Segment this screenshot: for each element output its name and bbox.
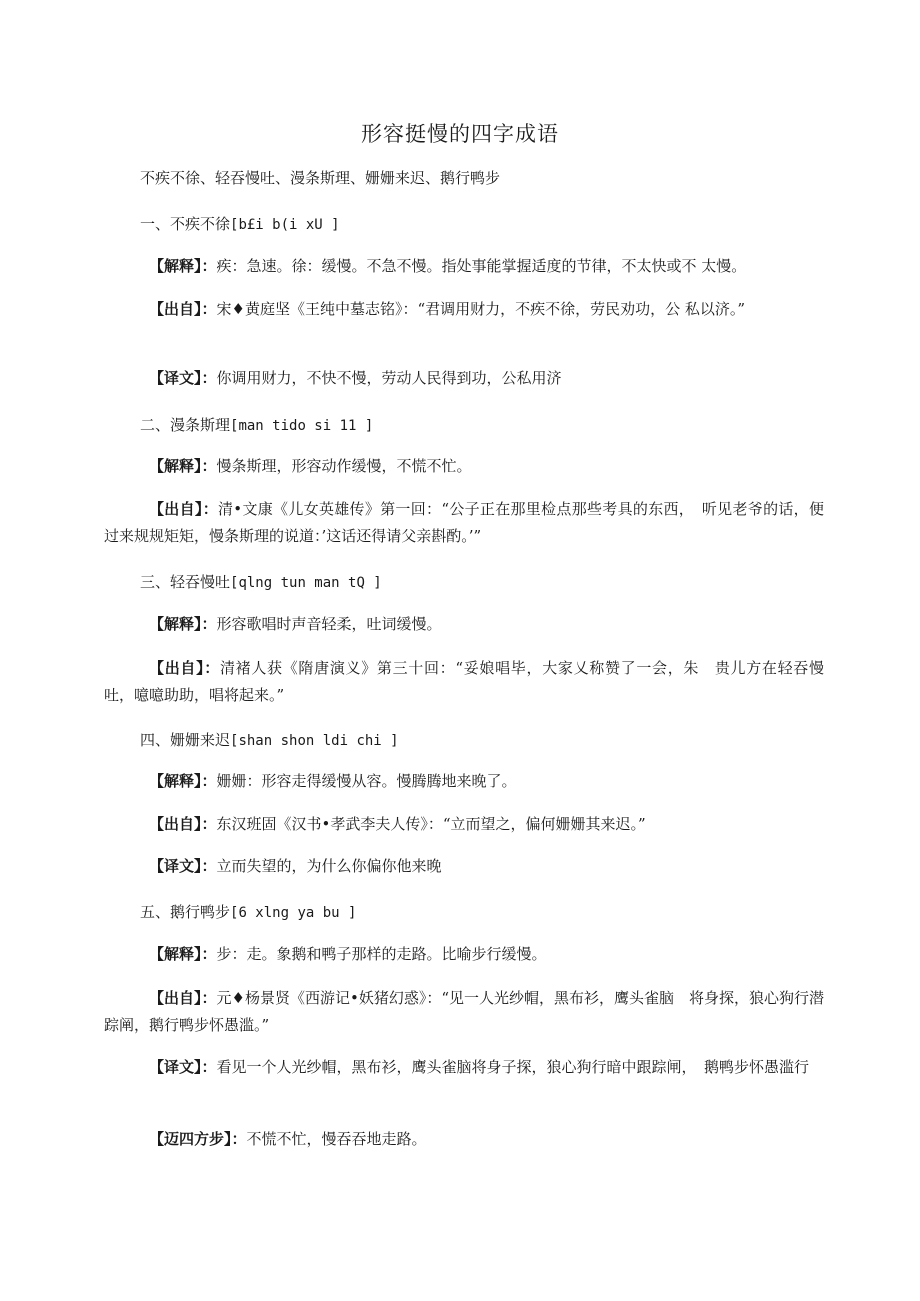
idiom-pinyin: [man tido si 11 ] [230, 418, 374, 434]
source-label: 【出自】： [149, 500, 218, 518]
explain-paragraph [104, 453, 824, 480]
explain-paragraph [104, 253, 824, 280]
source-text: 清•文康《儿女英雄传》第一回：“公子正在那里检点那些考具的东西， 听见老爷的话，便过来规规矩矩，慢条斯理的说道：’这话还得请父亲斟酌。’” [104, 500, 824, 545]
extra-paragraph [104, 1126, 824, 1153]
source-label: 【出自】： [149, 300, 217, 318]
source-paragraph [104, 655, 824, 709]
translation-text: 立而失望的，为什么你偏你他来晚 [216, 857, 442, 875]
source-label: 【出自】： [149, 815, 217, 833]
idiom-heading [140, 727, 399, 755]
source-paragraph [104, 811, 824, 838]
translation-text: 看见一个人光纱帽，黑布衫，鹰头雀脑将身子探，狼心狗行暗中跟踪闸， 鹅鸭步怀愚滥行 [216, 1058, 810, 1076]
explain-text: 姗姗：形容走得缓慢从容。慢腾腾地来晚了。 [216, 772, 517, 790]
explain-text: 步：走。象鹅和鸭子那样的走路。比喻步行缓慢。 [216, 945, 547, 963]
explain-text: 疾：急速。徐：缓慢。不急不慢。指处事能掌握适度的节律，不太快或不 太慢。 [216, 257, 747, 275]
explain-label: 【解释】： [149, 945, 217, 963]
explain-label: 【解释】： [149, 772, 217, 790]
explain-label: 【解释】： [149, 457, 217, 475]
idiom-heading [140, 569, 382, 597]
idiom-heading [140, 899, 356, 927]
explain-label: 【解释】： [149, 257, 217, 275]
extra-label: 【迈四方步】： [149, 1130, 247, 1148]
source-text: 东汉班固《汉书•孝武李夫人传》：“立而望之，偏何姗姗其来迟。” [216, 815, 646, 833]
explain-paragraph [104, 611, 824, 638]
idiom-title: 五、鹅行鸭步 [140, 903, 231, 921]
translation-label: 【译文】： [149, 369, 217, 387]
explain-text: 形容歌唱时声音轻柔，吐词缓慢。 [216, 615, 442, 633]
translation-label: 【译文】： [149, 857, 217, 875]
translation-paragraph [104, 365, 824, 392]
source-text: 宋♦黄庭坚《王纯中墓志铭》：“君调用财力，不疾不徐，劳民劝功，公 私以济。” [216, 300, 746, 318]
explain-label: 【解释】： [149, 615, 217, 633]
source-text: 清褚人获《隋唐演义》第三十回：“妥娘唱毕，大家乂称赞了一会，朱 贵儿方在轻吞慢吐，噫噫助助，唱将起来。” [104, 659, 824, 704]
extra-text: 不慌不忙，慢吞吞地走路。 [246, 1130, 427, 1148]
source-label: 【出自】： [149, 659, 220, 677]
translation-paragraph [104, 853, 824, 880]
idiom-title: 二、漫条斯理 [140, 416, 231, 434]
translation-label: 【译文】： [149, 1058, 217, 1076]
idiom-title: 四、姗姗来迟 [140, 731, 231, 749]
idiom-heading [140, 211, 340, 239]
source-paragraph [104, 496, 824, 550]
translation-text: 你调用财力，不快不慢，劳动人民得到功，公私用济 [216, 369, 562, 387]
source-paragraph [104, 296, 824, 323]
source-paragraph [104, 985, 824, 1039]
explain-paragraph [104, 941, 824, 968]
explain-paragraph [104, 768, 824, 795]
idiom-pinyin: [shan shon ldi chi ] [230, 733, 399, 749]
page-title: 形容挺慢的四字成语 [361, 122, 559, 146]
idiom-heading [140, 412, 373, 440]
source-label: 【出自】： [149, 989, 217, 1007]
idiom-pinyin: [b£i b(i xU ] [230, 217, 340, 233]
idiom-title: 一、不疾不徐 [140, 215, 231, 233]
source-text: 元♦杨景贤《西游记•妖猪幻惑》：“见一人光纱帽，黑布衫，鹰头雀脑 将身探，狼心狗行潜踪阐，鹅行鸭步怀愚滥。” [104, 989, 824, 1034]
idiom-title: 三、轻吞慢吐 [140, 573, 231, 591]
idiom-pinyin: [qlng tun man tQ ] [230, 575, 382, 591]
translation-paragraph [104, 1054, 824, 1081]
idiom-pinyin: [6 xlng ya bu ] [230, 905, 357, 921]
explain-text: 慢条斯理，形容动作缓慢，不慌不忙。 [216, 457, 472, 475]
idiom-summary: 不疾不徐、轻吞慢吐、漫条斯理、姗姗来迟、鹅行鸭步 [140, 169, 501, 187]
